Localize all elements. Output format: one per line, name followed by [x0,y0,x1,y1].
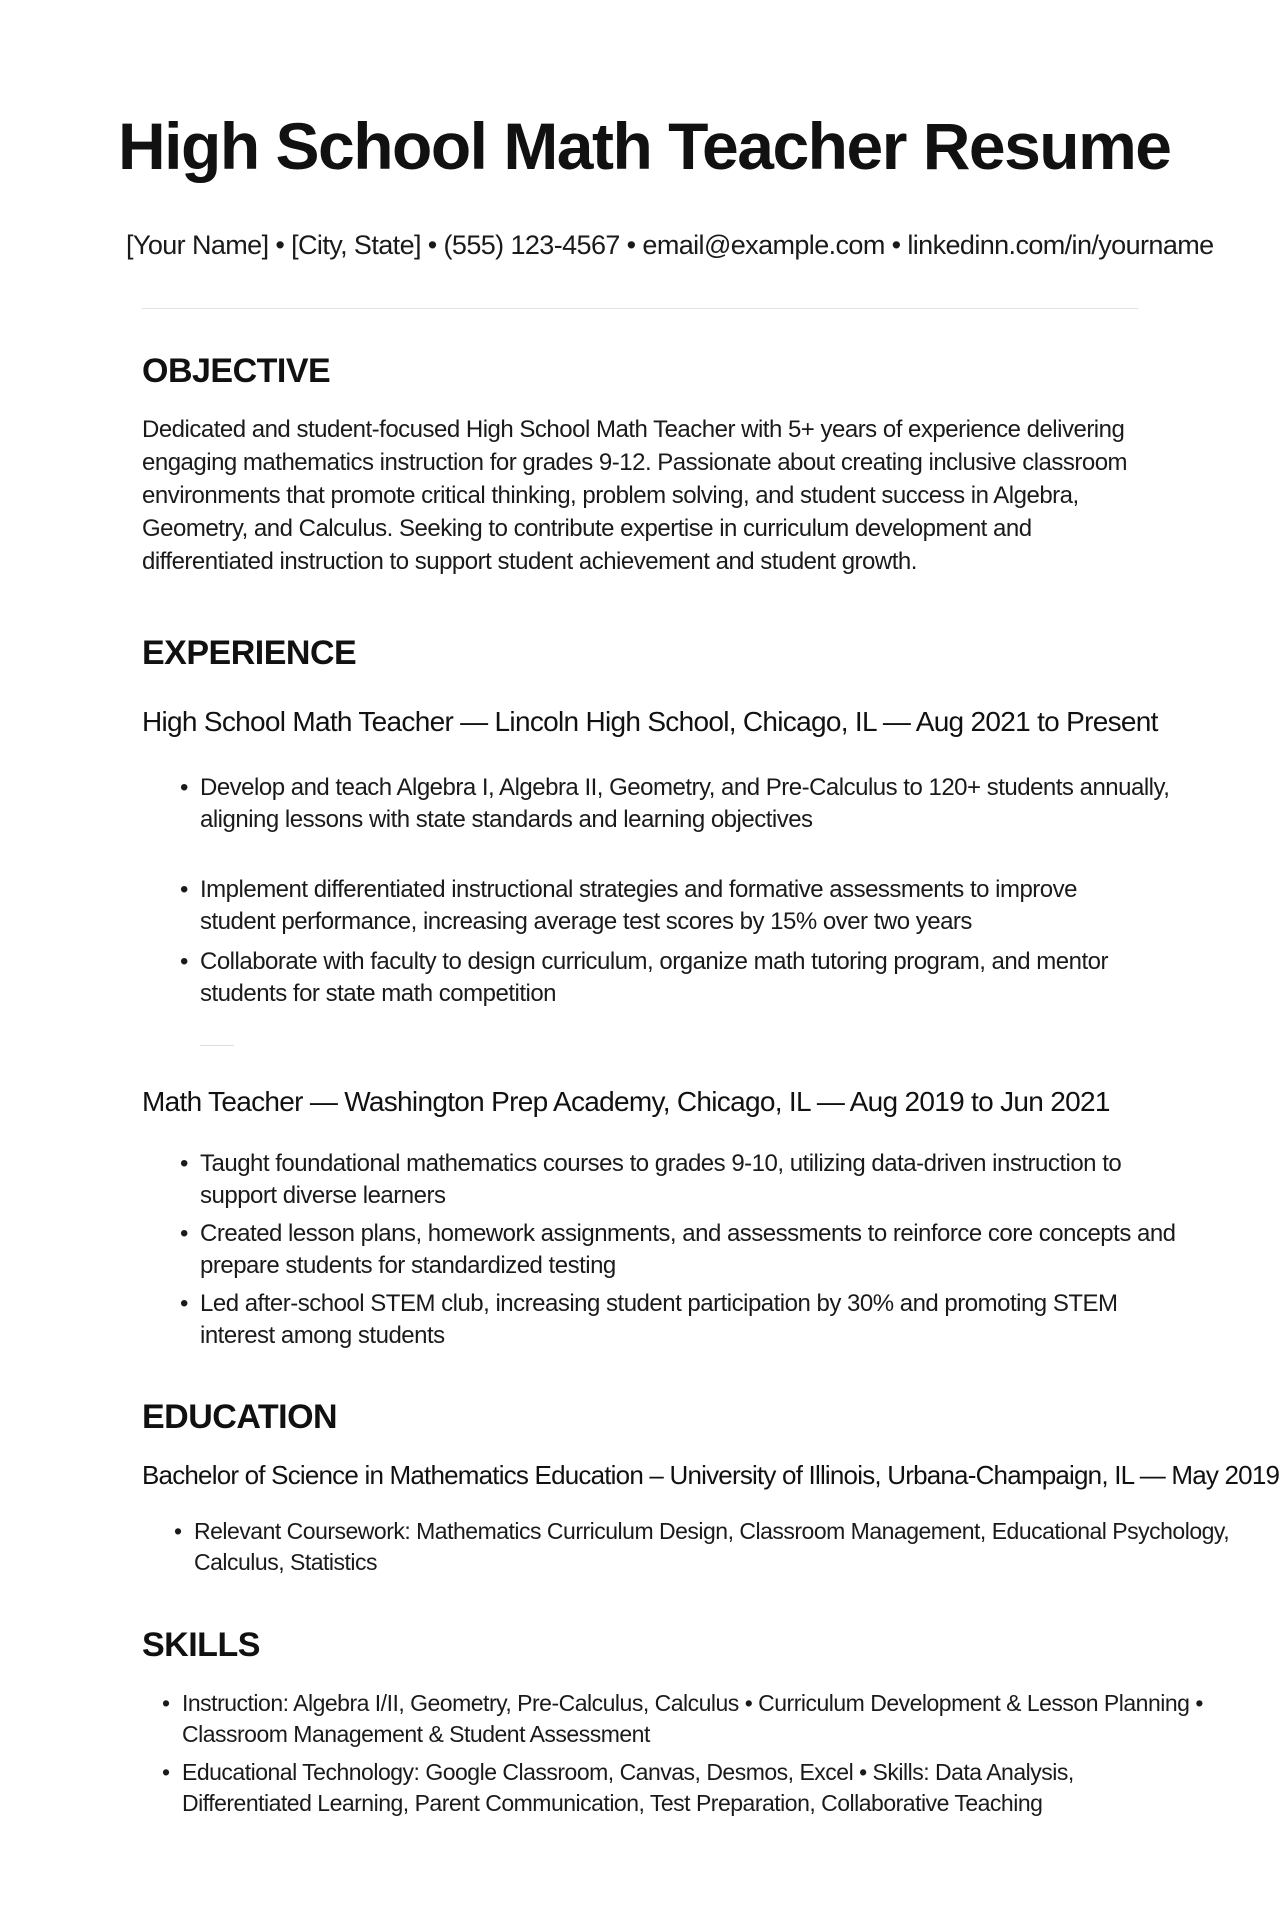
job-divider [200,1045,234,1046]
job-title-washington: Math Teacher — Washington Prep Academy, Chicago, IL — Aug 2019 to Jun 2021 [142,1086,1110,1117]
bullet-icon: • [180,774,188,801]
list-item [180,1148,1160,1212]
education-degree: Bachelor of Science in Mathematics Education – University of Illinois, Urbana-Champaign, IL — May 2019 [142,1460,1280,1490]
skills-heading: SKILLS [142,1626,260,1664]
resume-title: High School Math Teacher Resume [118,109,1171,183]
bullet-text: Created lesson plans, homework assignments, and assessments to reinforce core concepts and prepare students for standardized testing [200,1220,1176,1279]
bullet-icon: • [180,1220,188,1247]
bullet-text: Implement differentiated instructional strategies and formative assessments to improve student performance, increasing average test scores by 15% over two years [200,876,1077,935]
objective-text: Dedicated and student-focused High School Math Teacher with 5+ years of experience delivering engaging mathematics instruction for grades 9-12. Passionate about creating inclusive classroom environments that promote critical thinking, problem solving, and student success in Algebra, Geometry, and Calculus. Seeking to contribute expertise in curriculum development and differentiated instruction to support student achievement and student growth. [142,416,1128,575]
job-title-lincoln: High School Math Teacher — Lincoln High School, Chicago, IL — Aug 2021 to Present [142,706,1158,737]
list-item [180,1218,1190,1282]
header-divider [142,308,1138,309]
bullet-icon: • [162,1759,170,1785]
bullet-icon: • [162,1690,170,1716]
bullet-text: Collaborate with faculty to design curriculum, organize math tutoring program, and mentor students for state math competition [200,948,1108,1007]
bullet-text: Instruction: Algebra I/II, Geometry, Pre-Calculus, Calculus • Curriculum Development & Lesson Planning • Classroom Management & Student Assessment [182,1690,1203,1747]
contact-line: [Your Name] • [City, State] • (555) 123-4567 • email@example.com • linkedinn.com/in/yourname [126,230,1214,260]
list-item [162,1688,1222,1750]
bullet-text: Develop and teach Algebra I, Algebra II, Geometry, and Pre-Calculus to 120+ students annually, aligning lessons with state standards and learning objectives [200,774,1170,833]
bullet-icon: • [180,1290,188,1317]
list-item [180,874,1140,938]
bullet-text: Led after-school STEM club, increasing student participation by 30% and promoting STEM interest among students [200,1290,1118,1349]
bullet-icon: • [180,1150,188,1177]
list-item [180,1288,1170,1352]
experience-heading: EXPERIENCE [142,634,357,672]
list-item [174,1516,1234,1578]
bullet-icon: • [180,876,188,903]
bullet-text: Taught foundational mathematics courses to grades 9-10, utilizing data-driven instruction to support diverse learners [200,1150,1122,1209]
bullet-text: Educational Technology: Google Classroom, Canvas, Desmos, Excel • Skills: Data Analysis, Differentiated Learning, Parent Communication, Test Preparation, Collaborative Teaching [182,1759,1074,1816]
bullet-icon: • [180,948,188,975]
bullet-icon: • [174,1518,182,1544]
objective-heading: OBJECTIVE [142,352,331,390]
list-item [180,772,1190,836]
education-heading: EDUCATION [142,1398,338,1436]
list-item [180,946,1140,1010]
list-item [162,1757,1182,1819]
bullet-text: Relevant Coursework: Mathematics Curriculum Design, Classroom Management, Educational Psychology, Calculus, Statistics [194,1518,1230,1575]
